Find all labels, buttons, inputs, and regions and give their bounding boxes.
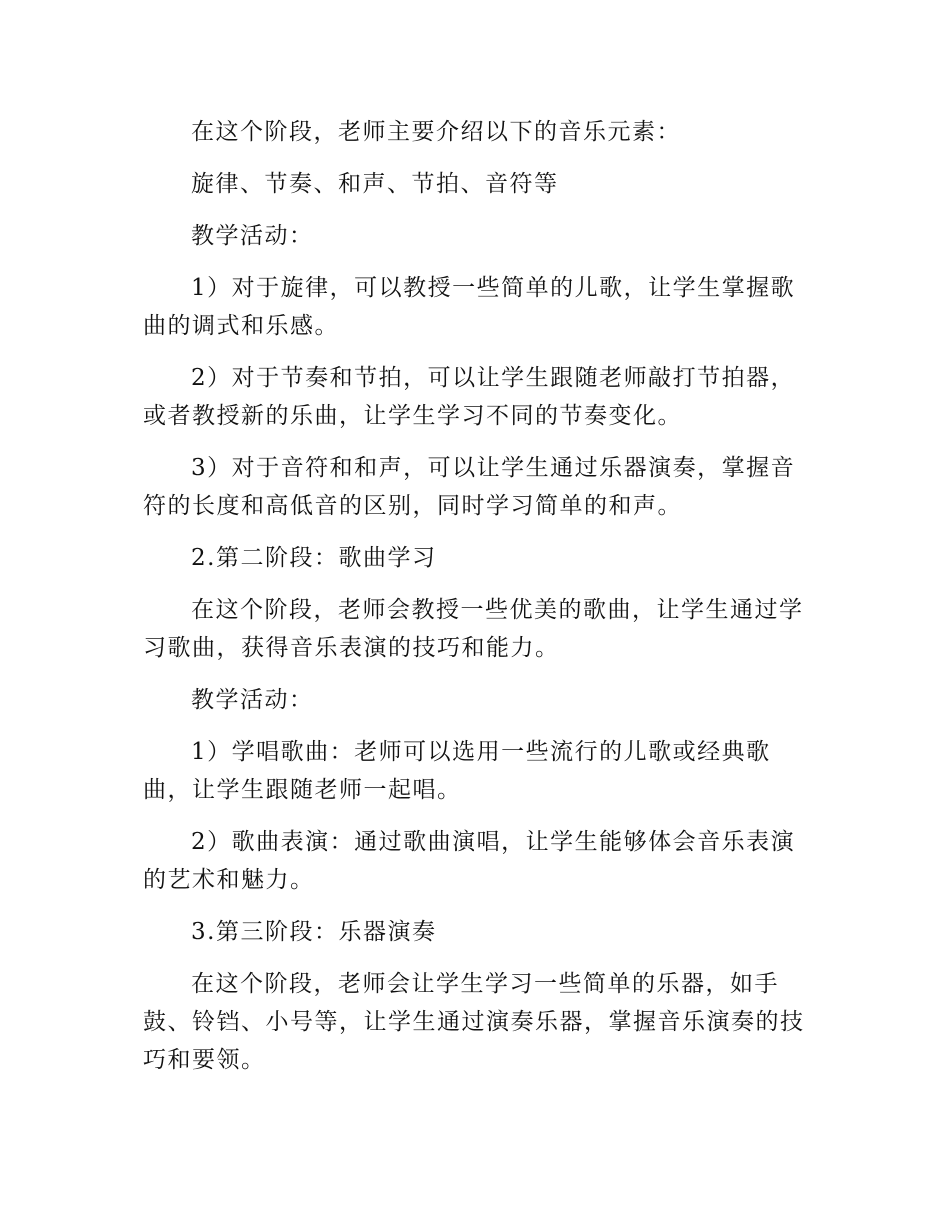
paragraph-activities-heading: 教学活动： bbox=[191, 223, 314, 249]
paragraph-activity-melody: 1）对于旋律，可以教授一些简单的儿歌，让学生掌握歌曲的调式和乐感。 bbox=[143, 275, 796, 339]
paragraph-stage-two-intro: 在这个阶段，老师会教授一些优美的歌曲，让学生通过学习歌曲，获得音乐表演的技巧和能力。 bbox=[143, 597, 804, 661]
section-heading-stage-two: 2.第二阶段：歌曲学习 bbox=[191, 545, 437, 571]
paragraph-activity-performance: 2）歌曲表演：通过歌曲演唱，让学生能够体会音乐表演的艺术和魅力。 bbox=[143, 829, 796, 893]
paragraph-elements-list: 旋律、节奏、和声、节拍、音符等 bbox=[191, 171, 559, 197]
paragraph-activity-singing: 1）学唱歌曲：老师可以选用一些流行的儿歌或经典歌曲，让学生跟随老师一起唱。 bbox=[143, 739, 771, 803]
paragraph-activity-notes: 3）对于音符和和声，可以让学生通过乐器演奏，掌握音符的长度和高低音的区别，同时学习简单的和声。 bbox=[143, 455, 796, 519]
paragraph-activities-heading-two: 教学活动： bbox=[191, 687, 314, 713]
document-body bbox=[143, 113, 811, 1093]
paragraph-activity-rhythm: 2）对于节奏和节拍，可以让学生跟随老师敲打节拍器，或者教授新的乐曲，让学生学习不同的节奏变化。 bbox=[143, 365, 796, 429]
section-heading-stage-three: 3.第三阶段：乐器演奏 bbox=[191, 919, 437, 945]
paragraph-intro: 在这个阶段，老师主要介绍以下的音乐元素： bbox=[191, 119, 681, 145]
paragraph-stage-three-intro: 在这个阶段，老师会让学生学习一些简单的乐器，如手鼓、铃铛、小号等，让学生通过演奏乐器，掌握音乐演奏的技巧和要领。 bbox=[143, 971, 805, 1073]
